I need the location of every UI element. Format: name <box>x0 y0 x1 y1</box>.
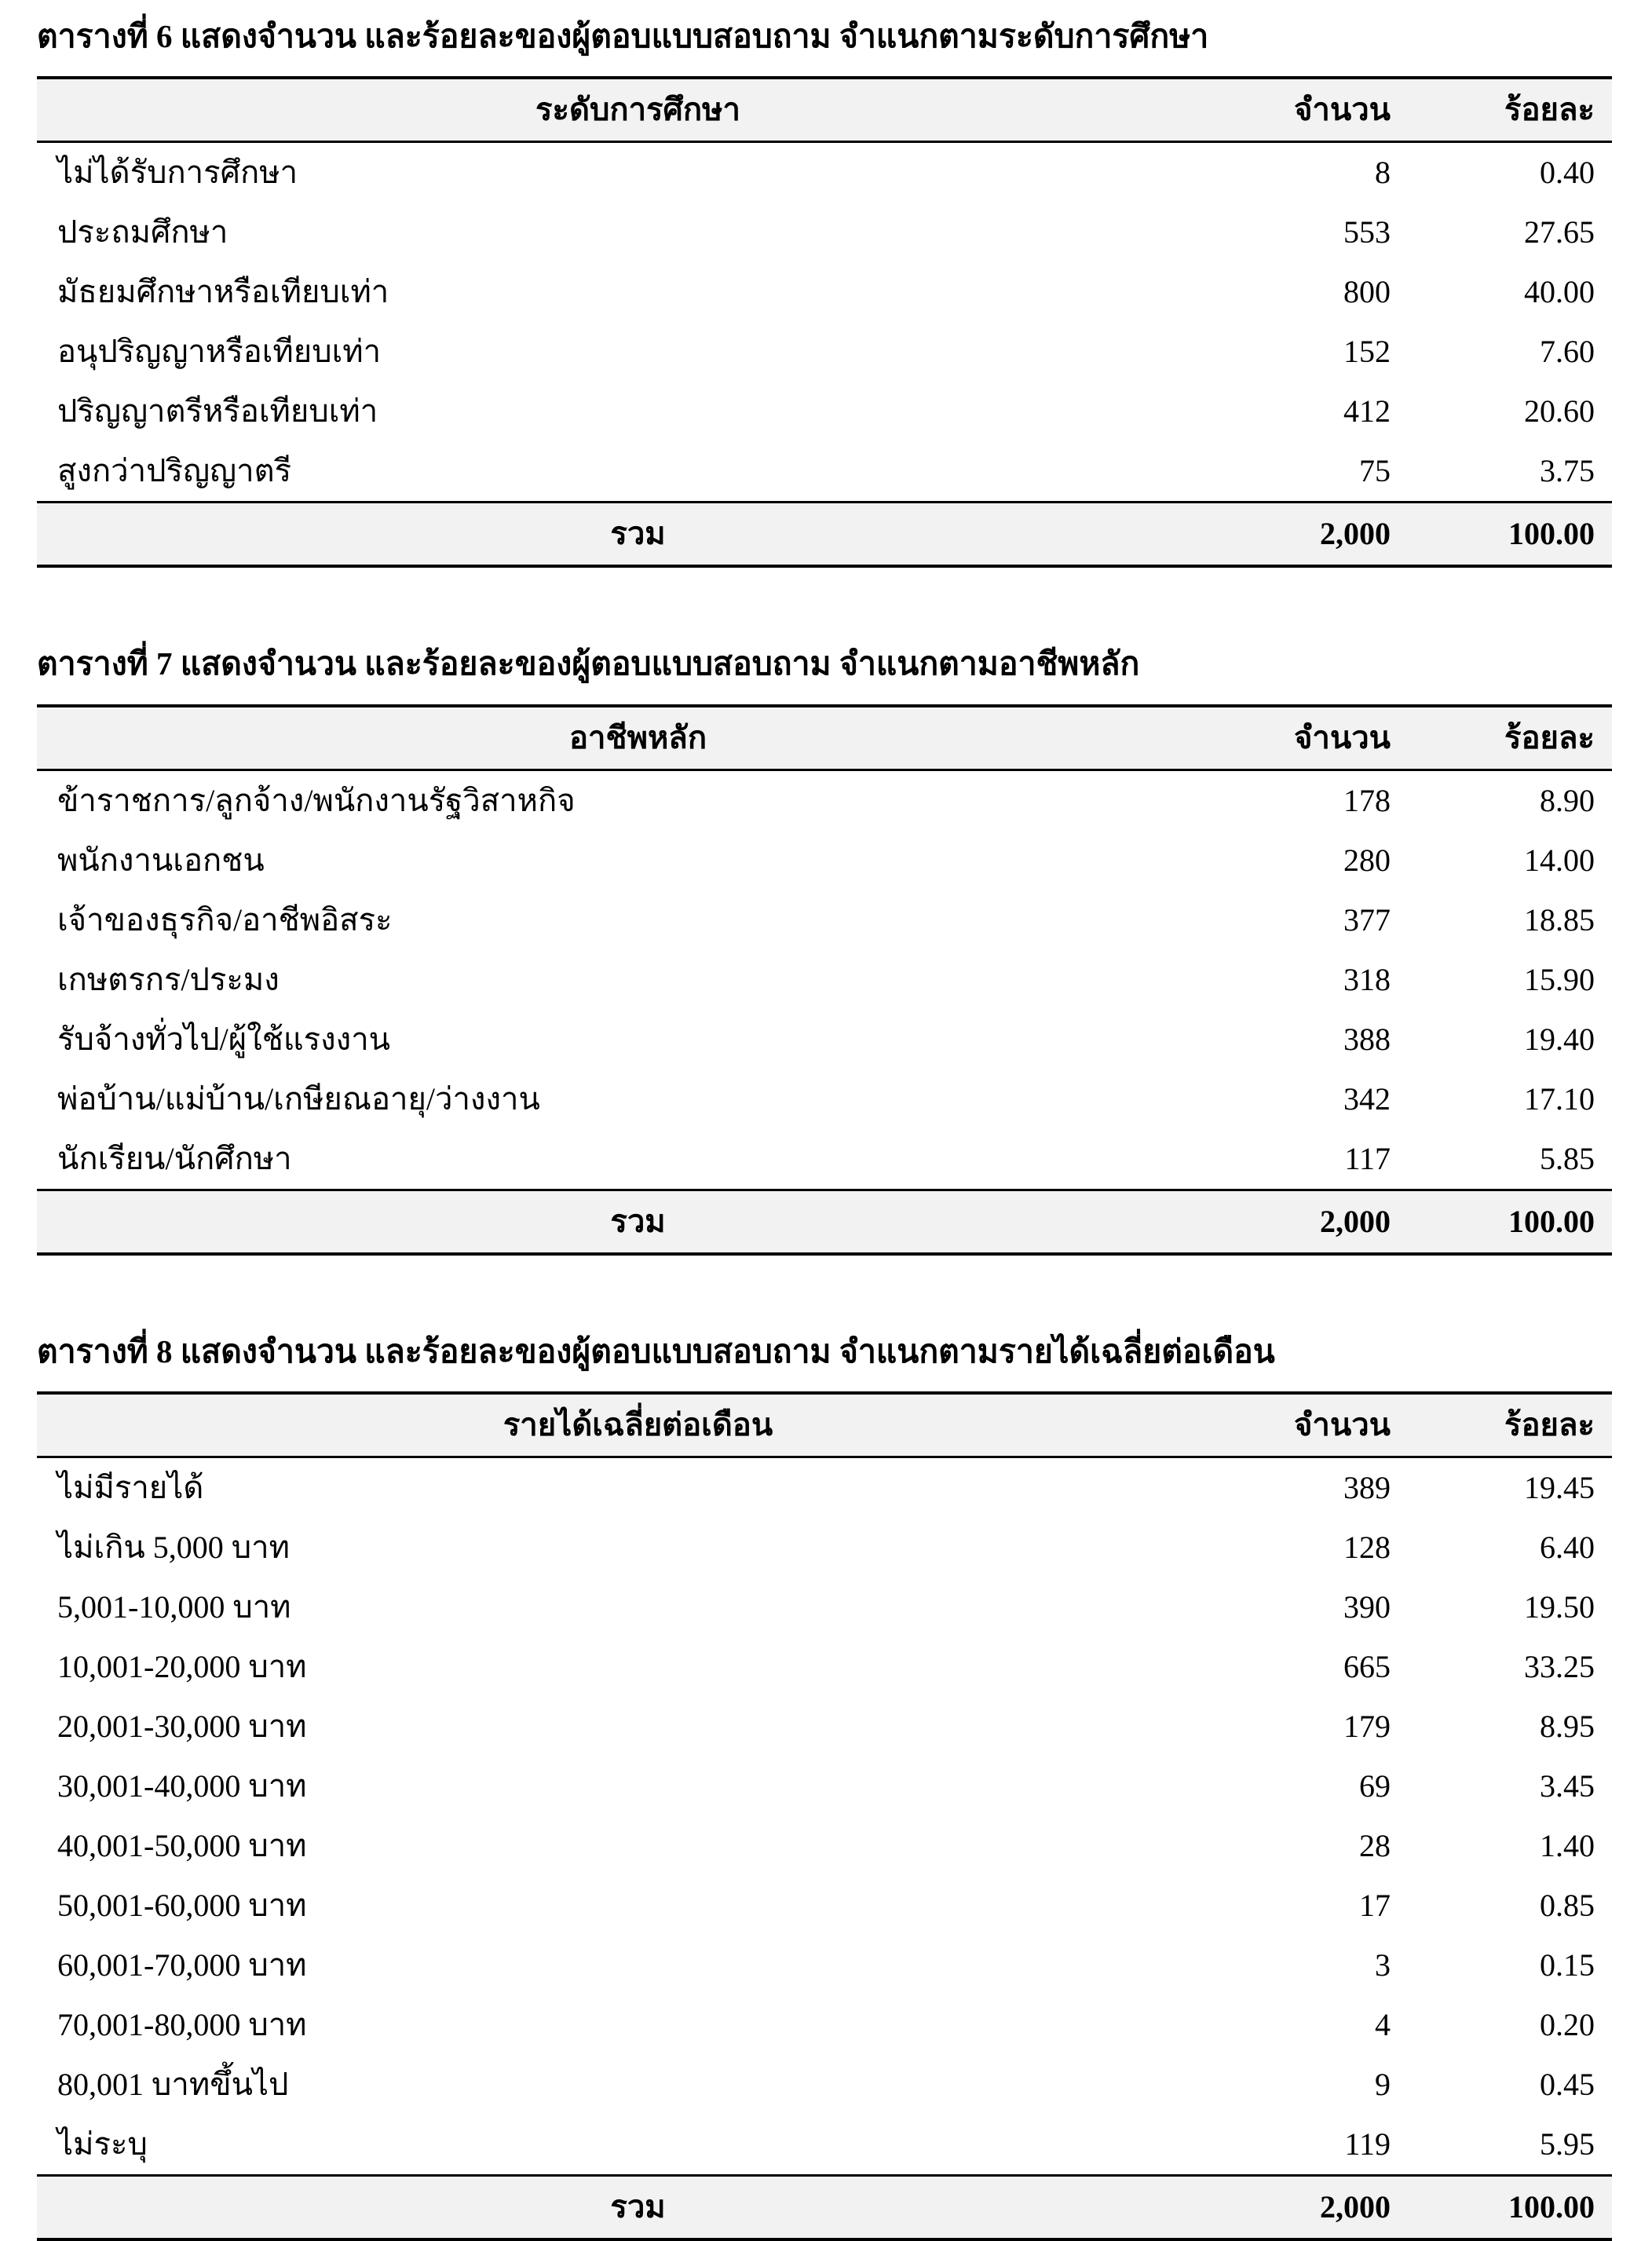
row-percent: 14.00 <box>1524 842 1595 878</box>
table-row <box>37 1010 1612 1069</box>
row-label: มัธยมศึกษาหรือเทียบเท่า <box>57 274 389 310</box>
row-label: ไม่เกิน 5,000 บาท <box>57 1529 290 1565</box>
row-percent: 33.25 <box>1524 1648 1595 1684</box>
table-row <box>37 1518 1612 1577</box>
column-header-percent: ร้อยละ <box>1504 1406 1595 1442</box>
table7-title: ตารางที่ 7 แสดงจำนวน และร้อยละของผู้ตอบแบบสอบถาม จำแนกตามอาชีพหลัก <box>37 645 1140 682</box>
table-row <box>37 262 1612 322</box>
table6-total-row <box>37 503 1612 567</box>
table-row <box>37 1816 1612 1876</box>
table-row <box>37 382 1612 441</box>
column-header-category: รายได้เฉลี่ยต่อเดือน <box>503 1406 773 1442</box>
table8-title: ตารางที่ 8 แสดงจำนวน และร้อยละของผู้ตอบแบบสอบถาม จำแนกตามรายได้เฉลี่ยต่อเดือน <box>37 1333 1275 1369</box>
table7-header-row <box>37 706 1612 770</box>
total-count: 2,000 <box>1320 2188 1391 2225</box>
row-percent: 17.10 <box>1524 1080 1595 1117</box>
row-count: 9 <box>1375 2066 1391 2102</box>
row-percent: 20.60 <box>1524 393 1595 430</box>
row-count: 152 <box>1343 334 1391 370</box>
column-header-count: จำนวน <box>1293 719 1391 755</box>
row-label: เจ้าของธุรกิจ/อาชีพอิสระ <box>57 901 393 938</box>
row-percent: 19.40 <box>1524 1021 1595 1057</box>
row-count: 119 <box>1344 2126 1391 2162</box>
row-count: 28 <box>1359 1827 1391 1863</box>
row-label: 70,001-80,000 บาท <box>57 2006 307 2042</box>
row-percent: 8.90 <box>1540 782 1595 818</box>
row-label: สูงกว่าปริญญาตรี <box>57 453 292 489</box>
row-count: 4 <box>1375 2006 1391 2042</box>
table7 <box>37 704 1612 1256</box>
row-percent: 0.85 <box>1540 1887 1595 1923</box>
row-count: 69 <box>1359 1768 1391 1804</box>
row-percent: 40.00 <box>1524 274 1595 310</box>
row-percent: 18.85 <box>1524 901 1595 938</box>
table-row <box>37 2115 1612 2176</box>
total-percent: 100.00 <box>1508 2188 1595 2225</box>
row-count: 389 <box>1343 1469 1391 1505</box>
row-count: 388 <box>1343 1021 1391 1057</box>
row-count: 800 <box>1343 274 1391 310</box>
row-count: 3 <box>1375 1947 1391 1983</box>
row-label: 20,001-30,000 บาท <box>57 1708 307 1744</box>
total-percent: 100.00 <box>1508 1203 1595 1239</box>
row-percent: 15.90 <box>1524 961 1595 997</box>
row-percent: 3.75 <box>1540 453 1595 489</box>
table-row <box>37 1637 1612 1697</box>
row-count: 412 <box>1343 393 1391 430</box>
total-label: รวม <box>610 516 666 552</box>
row-label: ไม่ได้รับการศึกษา <box>57 155 298 191</box>
row-label: ประถมศึกษา <box>57 214 228 250</box>
row-percent: 5.85 <box>1540 1140 1595 1176</box>
table-row <box>37 1069 1612 1129</box>
table-row <box>37 1457 1612 1518</box>
row-label: เกษตรกร/ประมง <box>57 961 280 997</box>
row-label: 80,001 บาทขึ้นไป <box>57 2066 289 2102</box>
table6-title: ตารางที่ 6 แสดงจำนวน และร้อยละของผู้ตอบแบบสอบถาม จำแนกตามระดับการศึกษา <box>37 18 1209 54</box>
row-label: พ่อบ้าน/แม่บ้าน/เกษียณอายุ/ว่างงาน <box>57 1080 540 1117</box>
total-label: รวม <box>610 2188 666 2225</box>
column-header-count: จำนวน <box>1293 92 1391 128</box>
row-percent: 0.20 <box>1540 2006 1595 2042</box>
table-row <box>37 831 1612 890</box>
row-count: 179 <box>1343 1708 1391 1744</box>
table8 <box>37 1391 1612 2241</box>
row-percent: 0.15 <box>1540 1947 1595 1983</box>
row-label: นักเรียน/นักศึกษา <box>57 1140 292 1176</box>
table-row <box>37 950 1612 1010</box>
row-label: ข้าราชการ/ลูกจ้าง/พนักงานรัฐวิสาหกิจ <box>57 782 576 818</box>
row-label: 5,001-10,000 บาท <box>57 1588 291 1625</box>
table-row <box>37 1577 1612 1637</box>
row-count: 665 <box>1343 1648 1391 1684</box>
row-label: 60,001-70,000 บาท <box>57 1947 307 1983</box>
table-row <box>37 1129 1612 1190</box>
total-label: รวม <box>610 1203 666 1239</box>
row-label: 40,001-50,000 บาท <box>57 1827 307 1863</box>
table-row <box>37 1757 1612 1816</box>
column-header-percent: ร้อยละ <box>1504 92 1595 128</box>
table-row <box>37 890 1612 950</box>
row-percent: 0.45 <box>1540 2066 1595 2102</box>
row-count: 390 <box>1343 1588 1391 1625</box>
row-count: 117 <box>1344 1140 1391 1176</box>
row-percent: 19.50 <box>1524 1588 1595 1625</box>
table-row <box>37 322 1612 382</box>
table6-header-row <box>37 78 1612 142</box>
table8-section <box>37 1331 1612 2241</box>
column-header-category: ระดับการศึกษา <box>535 92 740 128</box>
row-percent: 27.65 <box>1524 214 1595 250</box>
table-row <box>37 2055 1612 2115</box>
table7-total-row <box>37 1190 1612 1254</box>
table8-total-row <box>37 2175 1612 2239</box>
row-percent: 6.40 <box>1540 1529 1595 1565</box>
row-label: ไม่ระบุ <box>57 2126 148 2162</box>
total-count: 2,000 <box>1320 516 1391 552</box>
row-percent: 8.95 <box>1540 1708 1595 1744</box>
row-label: อนุปริญญาหรือเทียบเท่า <box>57 334 382 370</box>
table-row <box>37 203 1612 262</box>
row-percent: 0.40 <box>1540 155 1595 191</box>
table-row <box>37 1936 1612 1995</box>
row-label: ไม่มีรายได้ <box>57 1469 204 1505</box>
table-row <box>37 441 1612 503</box>
table-row <box>37 1697 1612 1757</box>
row-count: 17 <box>1359 1887 1391 1923</box>
column-header-percent: ร้อยละ <box>1504 719 1595 755</box>
column-header-category: อาชีพหลัก <box>568 719 707 755</box>
table-row <box>37 1995 1612 2055</box>
row-count: 178 <box>1343 782 1391 818</box>
row-count: 8 <box>1375 155 1391 191</box>
row-count: 280 <box>1343 842 1391 878</box>
row-count: 318 <box>1343 961 1391 997</box>
row-percent: 5.95 <box>1540 2126 1595 2162</box>
row-label: รับจ้างทั่วไป/ผู้ใช้แรงงาน <box>57 1021 391 1057</box>
row-label: พนักงานเอกชน <box>57 842 265 878</box>
total-count: 2,000 <box>1320 1203 1391 1239</box>
table6-section <box>37 16 1612 568</box>
row-count: 553 <box>1343 214 1391 250</box>
row-percent: 3.45 <box>1540 1768 1595 1804</box>
row-count: 377 <box>1343 901 1391 938</box>
row-label: 30,001-40,000 บาท <box>57 1768 307 1804</box>
row-count: 128 <box>1343 1529 1391 1565</box>
table8-header-row <box>37 1393 1612 1457</box>
row-label: 50,001-60,000 บาท <box>57 1887 307 1923</box>
row-percent: 1.40 <box>1540 1827 1595 1863</box>
table-row <box>37 142 1612 203</box>
row-count: 75 <box>1359 453 1391 489</box>
table6 <box>37 76 1612 568</box>
row-percent: 19.45 <box>1524 1469 1595 1505</box>
table-row <box>37 770 1612 831</box>
row-count: 342 <box>1343 1080 1391 1117</box>
row-label: ปริญญาตรีหรือเทียบเท่า <box>57 393 378 430</box>
row-percent: 7.60 <box>1540 334 1595 370</box>
total-percent: 100.00 <box>1508 516 1595 552</box>
row-label: 10,001-20,000 บาท <box>57 1648 307 1684</box>
column-header-count: จำนวน <box>1293 1406 1391 1442</box>
table7-section <box>37 643 1612 1255</box>
table-row <box>37 1876 1612 1936</box>
